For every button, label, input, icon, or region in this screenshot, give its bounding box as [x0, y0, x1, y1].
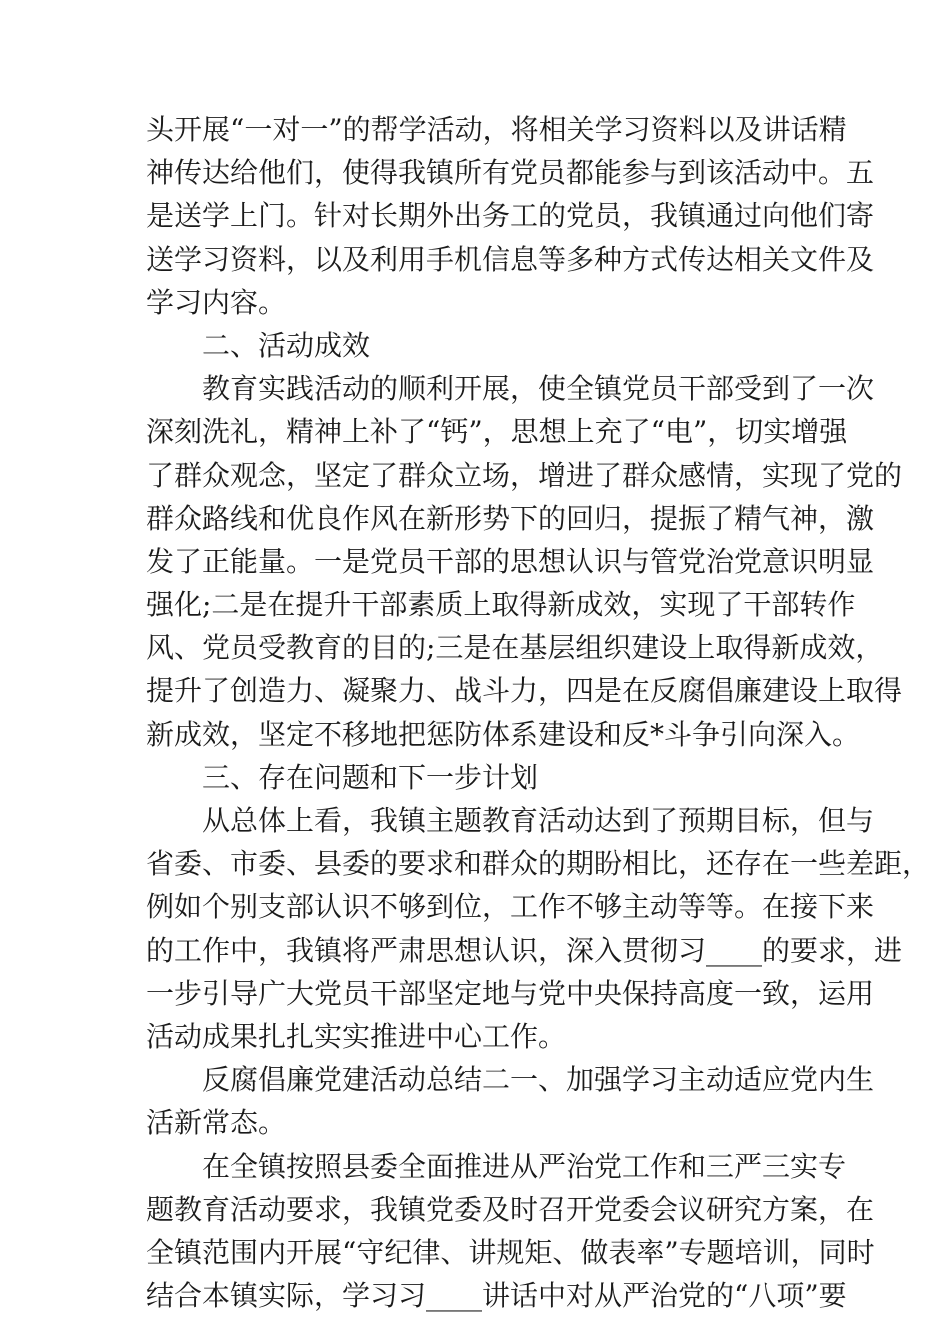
text-line: 全镇范围内开展“守纪律、讲规矩、做表率”专题培训，同时 — [146, 1235, 875, 1269]
paragraph-first-line: 二、活动成效 — [202, 328, 371, 362]
paragraph-first-line: 教育实践活动的顺利开展，使全镇党员干部受到了一次 — [202, 372, 875, 406]
paragraph-first-line: 反腐倡廉党建活动总结二一、加强学习主动适应党内生 — [202, 1063, 875, 1097]
text-line: 群众路线和优良作风在新形势下的回归，提振了精气神，激 — [146, 501, 875, 535]
text-line: 提升了创造力、凝聚力、战斗力，四是在反腐倡廉建设上取得 — [146, 674, 903, 708]
text-line: 结合本镇实际，学习习____讲话中对从严治党的“八项”要 — [146, 1279, 847, 1313]
text-line: 新成效，坚定不移地把惩防体系建设和反*斗争引向深入。 — [146, 717, 861, 751]
text-line: 一步引导广大党员干部坚定地与党中央保持高度一致，运用 — [146, 976, 875, 1010]
text-line: 强化;二是在提升干部素质上取得新成效，实现了干部转作 — [146, 588, 856, 622]
text-line: 头开展“一对一”的帮学活动，将相关学习资料以及讲话精 — [146, 113, 847, 146]
text-line: 深刻洗礼，精神上补了“钙”，思想上充了“电”，切实增强 — [146, 415, 848, 449]
text-line: 风、党员受教育的目的;三是在基层组织建设上取得新成效， — [146, 631, 884, 665]
paragraph-first-line: 三、存在问题和下一步计划 — [202, 760, 539, 794]
text-line: 的工作中，我镇将严肃思想认识，深入贯彻习____的要求，进 — [146, 933, 903, 967]
text-line: 是送学上门。针对长期外出务工的党员，我镇通过向他们寄 — [146, 199, 875, 233]
text-line: 神传达给他们，使得我镇所有党员都能参与到该活动中。五 — [146, 156, 875, 190]
document-body — [146, 108, 931, 1317]
paragraph-first-line: 从总体上看，我镇主题教育活动达到了预期目标，但与 — [202, 804, 875, 837]
text-line: 送学习资料，以及利用手机信息等多种方式传达相关文件及 — [146, 242, 875, 276]
text-line: 例如个别支部认识不够到位，工作不够主动等等。在接下来 — [146, 890, 875, 924]
text-line: 活动成果扎扎实实推进中心工作。 — [146, 1019, 567, 1053]
text-line: 了群众观念，坚定了群众立场，增进了群众感情，实现了党的 — [146, 458, 903, 492]
text-line: 发了正能量。一是党员干部的思想认识与管党治党意识明显 — [146, 544, 875, 578]
paragraph-first-line: 在全镇按照县委全面推进从严治党工作和三严三实专 — [202, 1149, 847, 1183]
text-line: 题教育活动要求，我镇党委及时召开党委会议研究方案，在 — [146, 1192, 875, 1226]
text-line: 省委、市委、县委的要求和群众的期盼相比，还存在一些差距， — [146, 847, 931, 881]
text-line: 活新常态。 — [146, 1106, 287, 1140]
text-line: 学习内容。 — [146, 285, 287, 319]
